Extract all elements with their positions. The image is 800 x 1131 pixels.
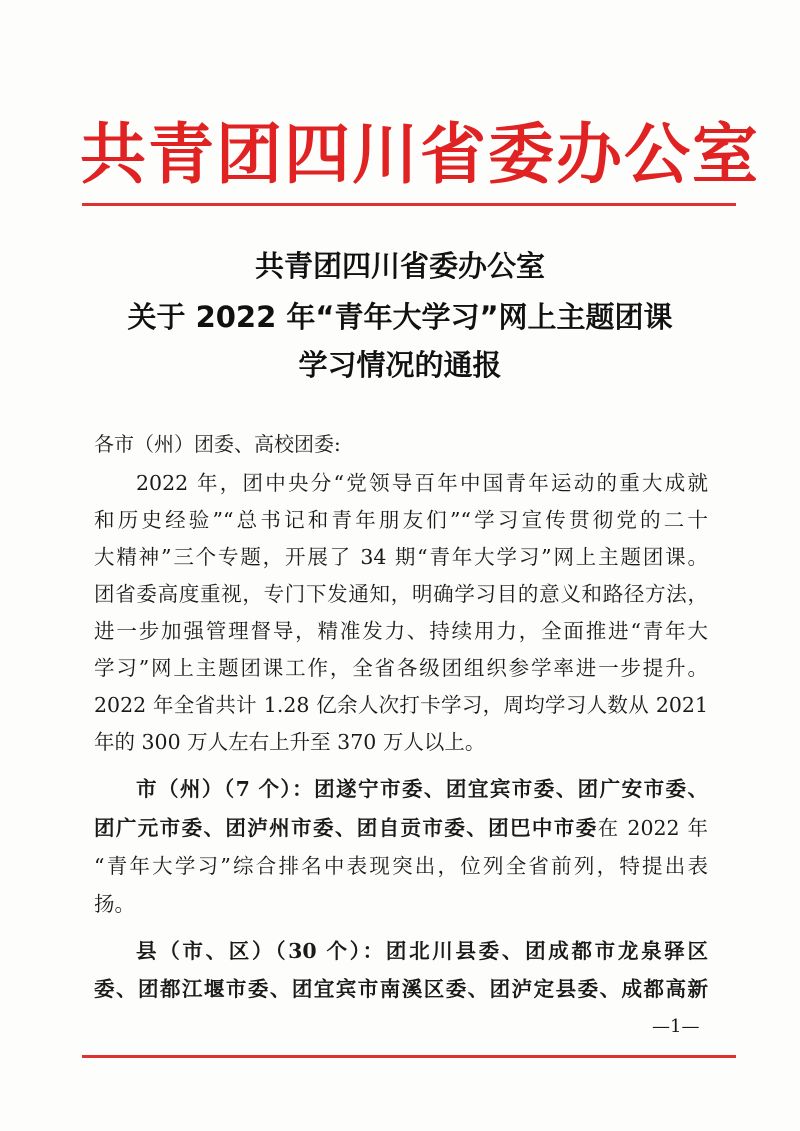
paragraph-2-line: [94, 811, 708, 841]
paragraph-3-line: 县（市、区）（30 个）：团北川县委、团成都市龙泉驿区: [136, 939, 708, 963]
commended-cities: 团遂宁市委、团宜宾市委、团广安市委、: [314, 777, 709, 801]
masthead-red-rule: [82, 203, 736, 206]
footer-red-rule: [82, 1055, 736, 1058]
page-number: —1—: [652, 1016, 700, 1037]
paragraph-3-line: 委、团都江堰市委、团宜宾市南溪区委、团泸定县委、成都高新: [94, 977, 708, 1001]
document-title-line-3: 学习情况的通报: [298, 348, 502, 382]
paragraph-1-line: 学习”网上主题团课工作，全省各级团组织参学率进一步提升。: [94, 656, 708, 680]
document-title-line-1: 共青团四川省委办公室: [254, 249, 545, 283]
paragraph-1-line: 大精神”三个专题，开展了 34 期“青年大学习”网上主题团课。: [94, 545, 708, 569]
document-title-line-2: 关于 2022 年“青年大学习”网上主题团课: [127, 300, 673, 334]
salutation: 各市（州）团委、高校团委:: [94, 432, 341, 456]
masthead-title: 共青团四川省委办公室: [80, 115, 760, 193]
paragraph-1-line: 和历史经验”“总书记和青年朋友们”“学习宣传贯彻党的二十: [94, 508, 708, 532]
paragraph-1-line: 2022 年，团中央分“党领导百年中国青年运动的重大成就: [136, 471, 708, 495]
paragraph-2-line: [136, 772, 708, 802]
paragraph-2-text: 在 2022 年: [597, 816, 708, 840]
city-category-label: 市（州）（7 个）：: [136, 777, 315, 801]
paragraph-1-line: 团省委高度重视，专门下发通知，明确学习目的意义和路径方法，: [94, 582, 708, 606]
paragraph-1-line: 年的 300 万人左右上升至 370 万人以上。: [94, 730, 486, 754]
paragraph-2-line: “青年大学习”综合排名中表现突出，位列全省前列，特提出表: [94, 854, 708, 878]
paragraph-2-line: 扬。: [94, 892, 135, 916]
paragraph-1-line: 2022 年全省共计 1.28 亿余人次打卡学习，周均学习人数从 2021: [94, 693, 708, 717]
paragraph-1-line: 进一步加强管理督导，精准发力、持续用力，全面推进“青年大: [94, 619, 708, 643]
commended-cities: 团广元市委、团泸州市委、团自贡市委、团巴中市委: [94, 816, 598, 840]
